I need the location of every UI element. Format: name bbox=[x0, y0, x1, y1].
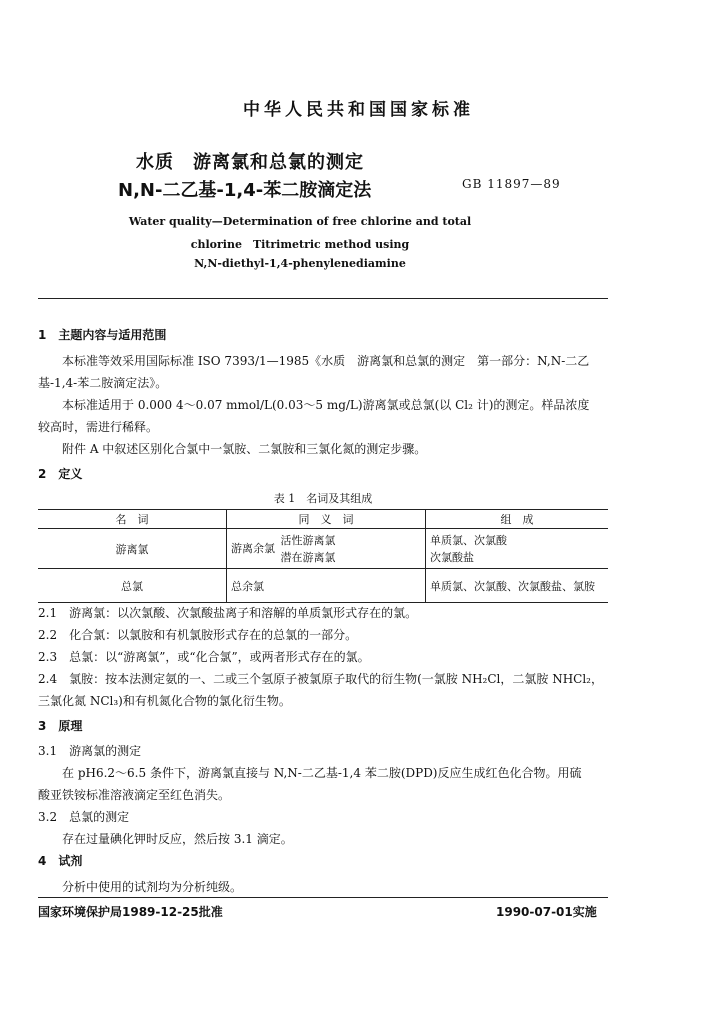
row-synonym: 总余氯 bbox=[227, 569, 426, 603]
section-1-para-1-cont: 基-1,4-苯二胺滴定法》。 bbox=[38, 376, 168, 390]
effective-date: 1990-07-01实施 bbox=[496, 905, 597, 919]
table-header-term: 名 词 bbox=[38, 510, 227, 529]
header-rule bbox=[38, 298, 608, 299]
table-row bbox=[38, 529, 608, 569]
table-header-composition: 组 成 bbox=[426, 510, 609, 529]
definition-2-1: 2.1 游离氯：以次氯酸、次氯酸盐离子和溶解的单质氯形式存在的氯。 bbox=[38, 606, 418, 620]
row-composition: 单质氯、次氯酸、次氯酸盐、氯胺 bbox=[426, 569, 609, 603]
standard-header: 中华人民共和国国家标准 bbox=[243, 100, 474, 120]
table-header-row bbox=[38, 510, 608, 529]
definitions-table bbox=[38, 509, 608, 603]
english-title-line-1: Water quality—Determination of free chlorine and total bbox=[128, 215, 472, 228]
definition-2-4: 2.4 氯胺：按本法测定氨的一、二或三个氢原子被氯原子取代的衍生物(一氯胺 NH₂Cl，二氯胺 NHCl₂， bbox=[38, 672, 603, 686]
section-1-para-2: 本标准适用于 0.000 4～0.07 mmol/L(0.03～5 mg/L)游离氯或总氯(以 Cl₂ 计)的测定。样品浓度 bbox=[62, 398, 590, 412]
title-line-1: 水质 游离氯和总氯的测定 bbox=[136, 152, 364, 173]
section-3-1-heading: 3.1 游离氯的测定 bbox=[38, 744, 142, 758]
synonym-b: 潜在游离氯 bbox=[280, 550, 336, 564]
footer-rule bbox=[38, 897, 608, 898]
table-caption: 表 1 名词及其组成 bbox=[273, 492, 373, 505]
row-term: 游离氯 bbox=[38, 529, 227, 569]
section-2-heading: 2 定义 bbox=[38, 467, 83, 481]
section-3-2-para: 存在过量碘化钾时反应，然后按 3.1 滴定。 bbox=[62, 832, 293, 846]
section-4-heading: 4 试剂 bbox=[38, 854, 83, 868]
synonym-prefix: 游离余氯 bbox=[231, 541, 275, 555]
composition-b: 次氯酸盐 bbox=[430, 550, 474, 564]
row-term: 总氯 bbox=[38, 569, 227, 603]
english-title-line-2: chlorine Titrimetric method using bbox=[190, 238, 410, 251]
synonym-a: 活性游离氯 bbox=[280, 533, 336, 547]
row-synonym bbox=[227, 529, 426, 569]
section-1-para-2-cont: 较高时，需进行稀释。 bbox=[38, 420, 159, 434]
section-1-heading: 1 主题内容与适用范围 bbox=[38, 328, 167, 342]
composition-a: 单质氯、次氯酸 bbox=[430, 533, 507, 547]
section-3-1-para: 在 pH6.2～6.5 条件下，游离氯直接与 N,N-二乙基-1,4 苯二胺(DPD)反应生成红色化合物。用硫 bbox=[62, 766, 582, 780]
section-1-para-1: 本标准等效采用国际标准 ISO 7393/1—1985《水质 游离氯和总氯的测定 第一部分：N,N-二乙 bbox=[62, 354, 590, 368]
section-3-heading: 3 原理 bbox=[38, 719, 83, 733]
definition-2-2: 2.2 化合氯：以氯胺和有机氯胺形式存在的总氯的一部分。 bbox=[38, 628, 358, 642]
section-3-2-heading: 3.2 总氯的测定 bbox=[38, 810, 130, 824]
section-4-para: 分析中使用的试剂均为分析纯级。 bbox=[62, 880, 243, 894]
approval-date: 国家环境保护局1989-12-25批准 bbox=[38, 905, 223, 919]
title-line-2: N,N-二乙基-1,4-苯二胺滴定法 bbox=[118, 180, 372, 201]
row-composition bbox=[426, 529, 609, 569]
section-1-para-3: 附件 A 中叙述区别化合氯中一氯胺、二氯胺和三氯化氮的测定步骤。 bbox=[62, 442, 427, 456]
gb-number: GB 11897—89 bbox=[462, 177, 561, 191]
table-row bbox=[38, 569, 608, 603]
section-3-1-para-cont: 酸亚铁铵标准溶液滴定至红色消失。 bbox=[38, 788, 231, 802]
definition-2-4-cont: 三氯化氮 NCl₃)和有机氮化合物的氯化衍生物。 bbox=[38, 694, 291, 708]
english-title-line-3: N,N-diethyl-1,4-phenylenediamine bbox=[194, 257, 406, 270]
table-header-synonym: 同 义 词 bbox=[227, 510, 426, 529]
definition-2-3: 2.3 总氯：以“游离氯”，或“化合氯”，或两者形式存在的氯。 bbox=[38, 650, 370, 664]
